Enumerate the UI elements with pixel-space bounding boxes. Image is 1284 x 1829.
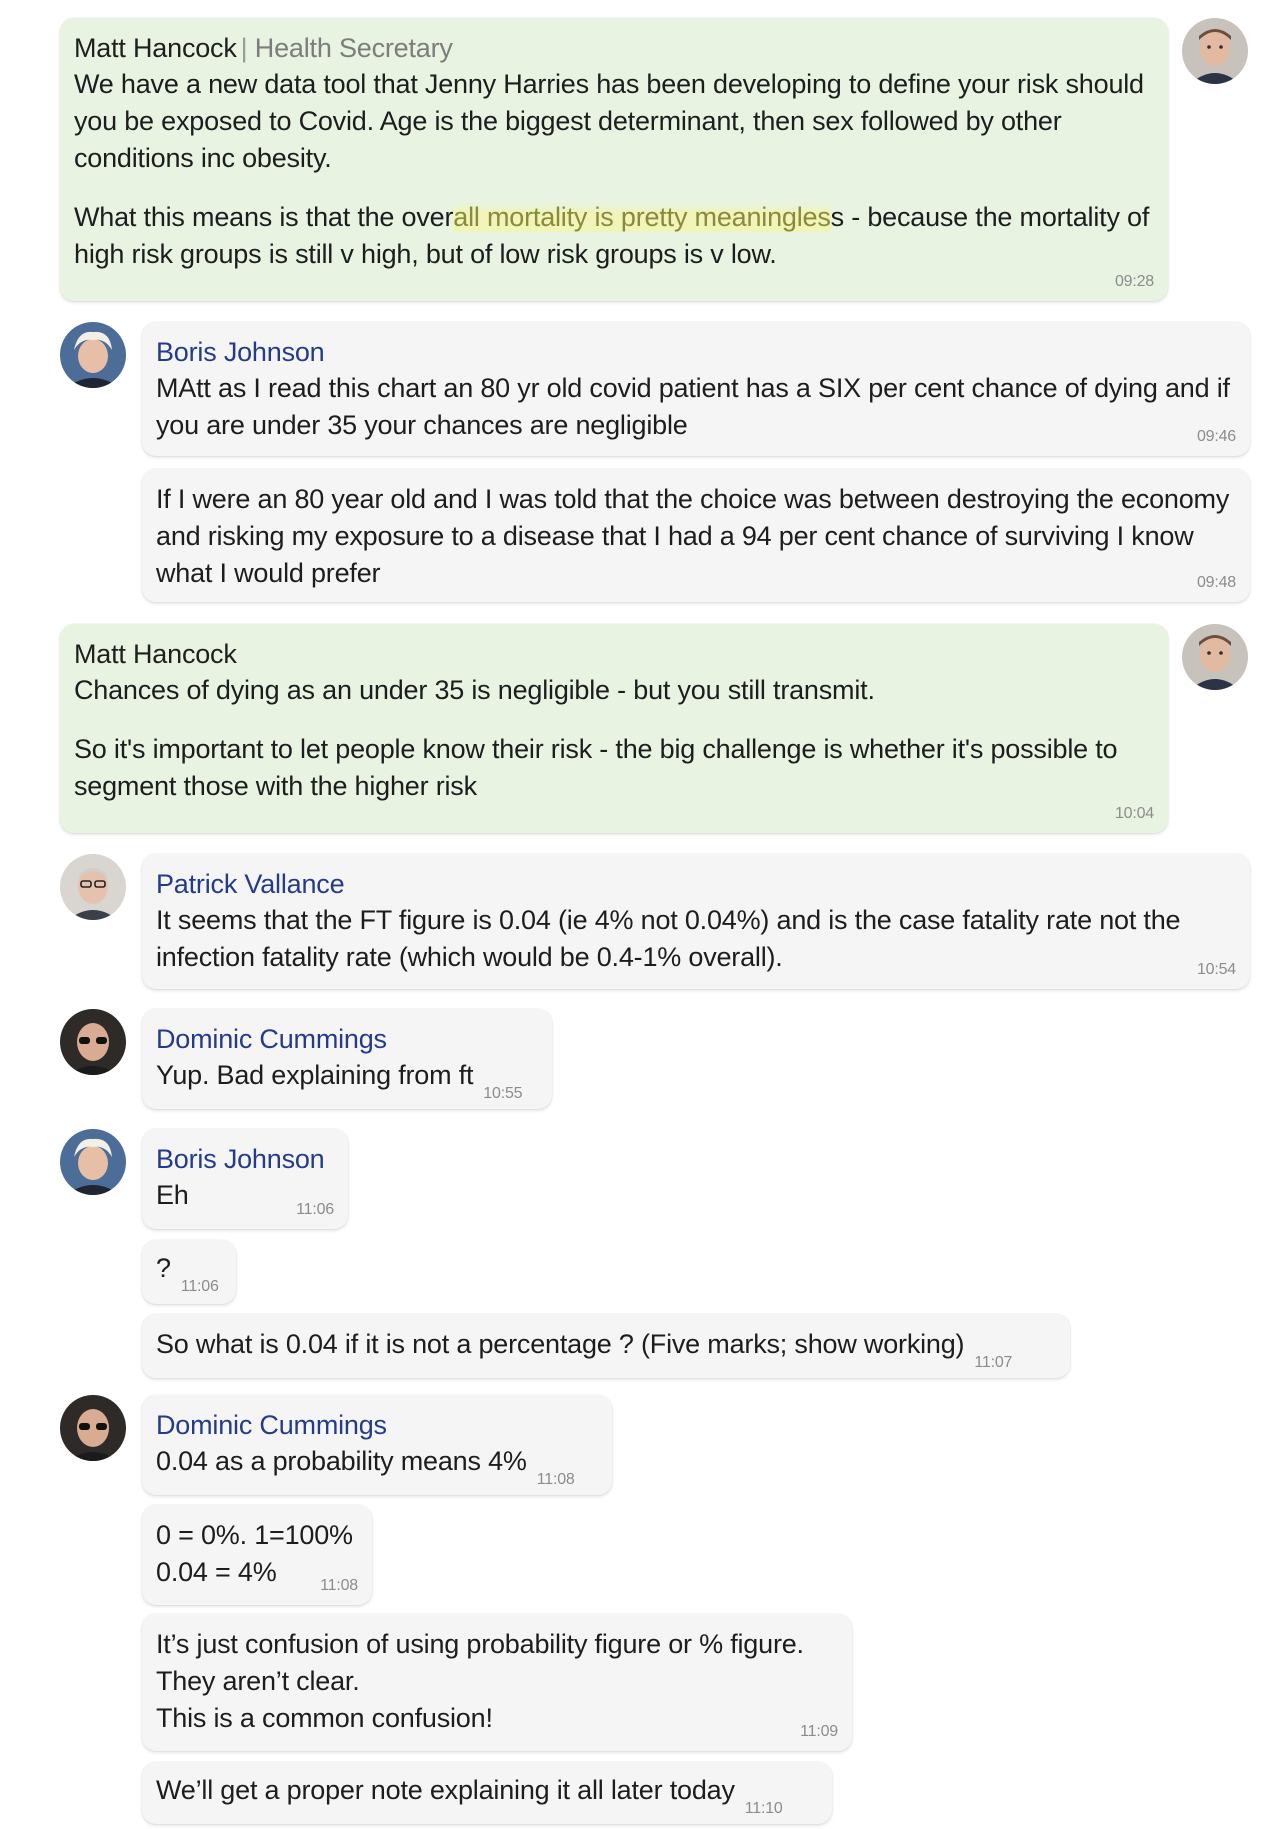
sender-name: Patrick Vallance [156, 869, 345, 899]
message-bubble-cummings-2[interactable] [142, 1395, 612, 1495]
message-timestamp: 11:08 [536, 1471, 575, 1488]
message-text-line: 0 = 0%. 1=100% [156, 1520, 353, 1550]
message-text: 0.04 as a probability means 4% [156, 1446, 527, 1476]
message-text-2 [74, 199, 1157, 273]
message-timestamp: 10:54 [1196, 961, 1236, 978]
avatar-matt-hancock-icon[interactable] [1182, 624, 1248, 690]
message-timestamp: 11:06 [180, 1278, 219, 1295]
message-text: We have a new data tool that Jenny Harries has been developing to define your risk should you be exposed to Covid. Age is the biggest determinant, then sex followed by other conditions inc obesity. [74, 69, 1152, 173]
message-text: It seems that the FT figure is 0.04 (ie 4% not 0.04%) and is the case fatality rate not the infection fatality rate (which would be 0.4-1% overall). [156, 905, 1188, 972]
avatar-dominic-cummings-icon[interactable] [60, 1009, 126, 1075]
message-text: Chances of dying as an under 35 is negligible - but you still transmit. [74, 675, 875, 705]
message-timestamp: 09:46 [1196, 428, 1236, 445]
message-text-line: This is a common confusion! [156, 1703, 493, 1733]
message-text: We’ll get a proper note explaining it all later today [156, 1775, 735, 1805]
message-text: So what is 0.04 if it is not a percentage ? (Five marks; show working) [156, 1329, 965, 1359]
message-timestamp: 10:04 [1114, 805, 1154, 822]
message-bubble-hancock-2[interactable] [60, 624, 1168, 833]
message-bubble-johnson-1[interactable] [142, 322, 1250, 456]
highlighted-text: all mortality is pretty meaningles [453, 202, 831, 232]
sender-name [74, 30, 1154, 66]
message-timestamp: 11:07 [974, 1354, 1013, 1371]
message-timestamp: 09:48 [1196, 574, 1236, 591]
sender-name: Matt Hancock [74, 639, 237, 669]
avatar-dominic-cummings-icon[interactable] [60, 1395, 126, 1461]
message-text-line: 0.04 = 4% [156, 1557, 277, 1587]
avatar-matt-hancock-icon[interactable] [1182, 18, 1248, 84]
message-bubble-cummings-1[interactable] [142, 1009, 552, 1109]
message-timestamp: 10:55 [483, 1085, 523, 1102]
message-text: If I were an 80 year old and I was told that the choice was between destroying the economy and risking my exposure to a disease that I had a 94 per cent chance of surviving I know what I would prefer [156, 484, 1237, 588]
message-timestamp: 11:06 [296, 1201, 334, 1218]
message-bubble-cummings-4[interactable] [142, 1614, 852, 1751]
message-text: Yup. Bad explaining from ft [156, 1060, 474, 1090]
message-timestamp: 09:28 [1114, 273, 1154, 290]
message-text-segment: What this means is that the over [74, 202, 454, 232]
message-timestamp: 11:10 [744, 1800, 783, 1817]
message-bubble-vallance-1[interactable] [142, 854, 1250, 989]
message-bubble-cummings-3[interactable] [142, 1505, 372, 1605]
message-bubble-johnson-3[interactable] [142, 1129, 348, 1229]
message-bubble-johnson-5[interactable] [142, 1314, 1070, 1378]
message-text: MAtt as I read this chart an 80 yr old covid patient has a SIX per cent chance of dying and if you are under 35 your chances are negligible [156, 373, 1238, 440]
sender-name: Dominic Cummings [156, 1410, 387, 1440]
sender-name: Dominic Cummings [156, 1024, 387, 1054]
sender-label: Matt Hancock [74, 33, 237, 63]
message-timestamp: 11:08 [320, 1577, 358, 1594]
avatar-boris-johnson-icon[interactable] [60, 322, 126, 388]
message-text-line: They aren’t clear. [156, 1666, 360, 1696]
message-text-line: It’s just confusion of using probability figure or % figure. [156, 1629, 804, 1659]
sender-name: Boris Johnson [156, 337, 325, 367]
avatar-boris-johnson-icon[interactable] [60, 1129, 126, 1195]
avatar-patrick-vallance-icon[interactable] [60, 854, 126, 920]
message-text: ? [156, 1253, 171, 1283]
sender-role: | Health Secretary [241, 33, 453, 63]
message-bubble-hancock-1[interactable] [60, 18, 1168, 301]
message-bubble-johnson-2[interactable] [142, 469, 1250, 602]
message-text-2: So it's important to let people know their risk - the big challenge is whether it's possible to segment those with the higher risk [74, 734, 1125, 801]
message-text: Eh [156, 1180, 189, 1210]
message-bubble-cummings-5[interactable] [142, 1762, 832, 1824]
message-bubble-johnson-4[interactable] [142, 1240, 236, 1304]
sender-name: Boris Johnson [156, 1144, 325, 1174]
message-text-segment: s - because the mortality of high risk groups is still v high, but of low risk groups is v low. [74, 202, 1157, 269]
message-timestamp: 11:09 [800, 1723, 838, 1740]
